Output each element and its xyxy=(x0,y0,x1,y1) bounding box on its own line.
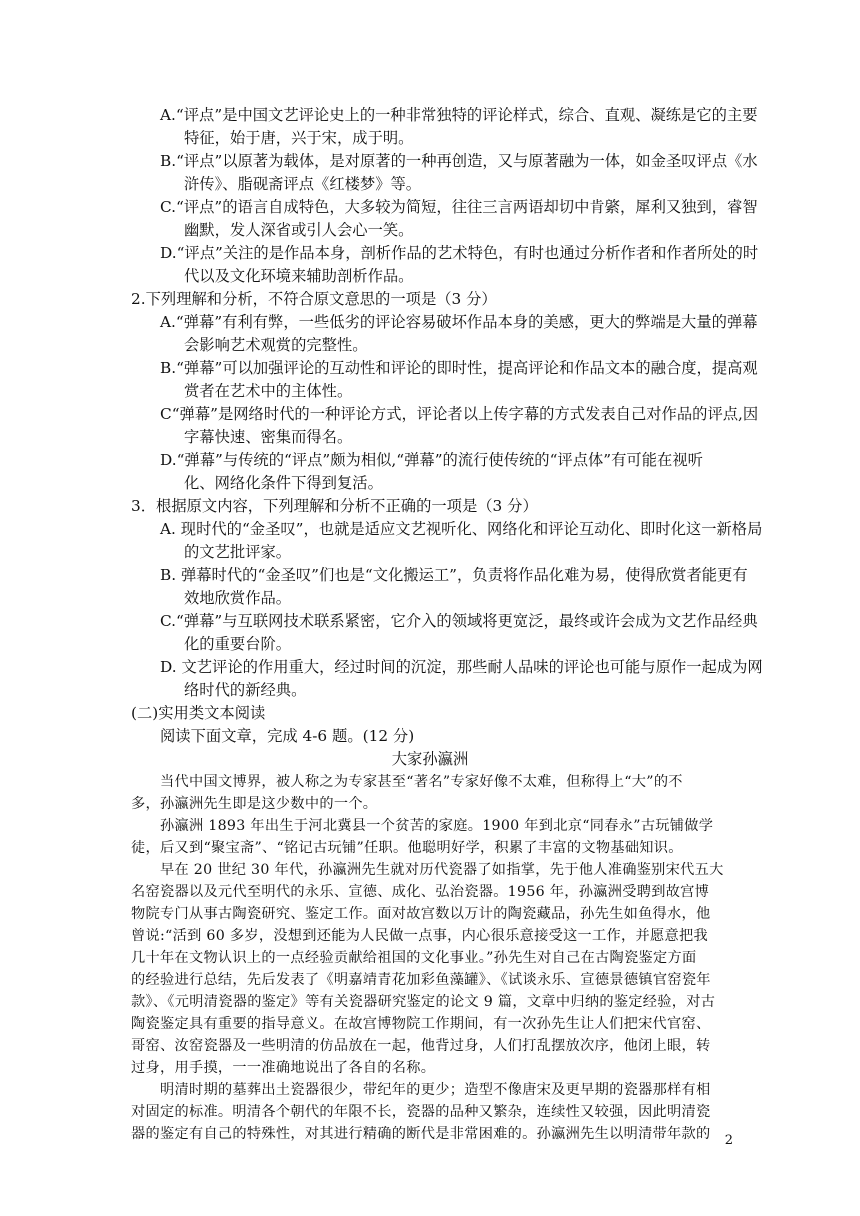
article-line: 早在 20 世纪 30 年代，孙瀛洲先生就对历代瓷器了如指掌，先于他人准确鉴别宋代五大 xyxy=(160,862,724,878)
article-line: 器的鉴定有自己的特殊性，对其进行精确的断代是非常困难的。孙瀛洲先生以明清带年款的 xyxy=(131,1126,711,1142)
article-line: 的经验进行总结，先后发表了《明嘉靖青花加彩鱼藻罐》、《试谈永乐、宣德景德镇官窑瓷年 xyxy=(131,972,711,988)
q2-option-b-line2: 赏者在艺术中的主体性。 xyxy=(184,382,353,400)
q3-option-d-line2: 络时代的新经典。 xyxy=(184,681,307,699)
article-line: 曾说:“活到 60 多岁，没想到还能为人民做一点事，内心很乐意接受这一工作，并愿意把我 xyxy=(131,928,708,944)
article-line: 物院专门从事古陶瓷研究、鉴定工作。面对故宫数以万计的陶瓷藏品，孙先生如鱼得水，他 xyxy=(131,906,711,922)
article-line: 明清时期的墓葬出土瓷器很少，带纪年的更少；造型不像唐宋及更早期的瓷器那样有相 xyxy=(160,1082,711,1098)
article-line: 哥窑、汝窑瓷器及一些明清的仿品放在一起，他背过身，人们打乱摆放次序，他闭上眼，转 xyxy=(131,1038,711,1054)
article-line: 款》、《元明清瓷器的鉴定》等有关瓷器研究鉴定的论文 9 篇，文章中归纳的鉴定经验，对古 xyxy=(131,994,716,1010)
q3-option-c-line2: 化的重要台阶。 xyxy=(184,635,292,653)
article-line: 几十年在文物认识上的一点经验贡献给祖国的文化事业。”孙先生对自己在古陶瓷鉴定方面 xyxy=(131,950,697,966)
section-heading: (二)实用类文本阅读 xyxy=(131,704,266,722)
q1-option-b-line2: 浒传》、脂砚斋评点《红楼梦》等。 xyxy=(184,175,422,193)
q3-option-b-line1: B. 弹幕时代的“金圣叹”们也是“文化搬运工”，负责将作品化难为易，使得欣赏者能更有 xyxy=(160,566,748,584)
q1-option-a-line2: 特征，始于唐，兴于宋，成于明。 xyxy=(184,129,414,147)
q1-option-a-line1: A.“评点”是中国文艺评论史上的一种非常独特的评论样式，综合、直观、凝练是它的主要 xyxy=(160,106,758,124)
q1-option-c-line2: 幽默，发人深省或引人会心一笑。 xyxy=(184,221,414,239)
page-number: 2 xyxy=(724,1133,733,1148)
q3-option-a-line1: A. 现时代的“金圣叹”，也就是适应文艺视听化、网络化和评论互动化、即时化这一新格局 xyxy=(160,520,763,538)
article-line: 陶瓷鉴定具有重要的指导意义。在故宫博物院工作期间，有一次孙先生让人们把宋代官窑、 xyxy=(131,1016,711,1032)
q2-option-c-line2: 字幕快速、密集而得名。 xyxy=(184,428,353,446)
article-line: 多，孙瀛洲先生即是这少数中的一个。 xyxy=(131,796,378,812)
q1-option-d-line1: D.“评点”关注的是作品本身，剖析作品的艺术特色，有时也通过分析作者和作者所处的时 xyxy=(160,244,759,262)
q2-option-d-line2: 化、网络化条件下得到复活。 xyxy=(184,474,383,492)
q2-option-a-line1: A.“弹幕”有利有弊，一些低劣的评论容易破坏作品本身的美感，更大的弊端是大量的弹幕 xyxy=(160,313,758,331)
article-line: 当代中国文博界，被人称之为专家甚至“著名”专家好像不太难，但称得上“大”的不 xyxy=(160,774,683,790)
q3-option-c-line1: C.“弹幕”与互联网技术联系紧密，它介入的领域将更宽泛，最终或许会成为文艺作品经典 xyxy=(160,612,758,630)
article-line: 过身，用手摸，一一准确地说出了各自的名称。 xyxy=(131,1060,436,1076)
q3-option-b-line2: 效地欣赏作品。 xyxy=(184,589,292,607)
q1-option-d-line2: 代以及文化环境来辅助剖析作品。 xyxy=(184,267,414,285)
article-line: 名窑瓷器以及元代至明代的永乐、宣德、成化、弘治瓷器。1956 年，孙瀛洲受聘到故宫博 xyxy=(131,884,710,900)
q2-option-c-line1: C“弹幕”是网络时代的一种评论方式，评论者以上传字幕的方式发表自己对作品的评点,因 xyxy=(160,405,759,423)
q2-stem: 2.下列理解和分析，不符合原文意思的一项是（3 分） xyxy=(131,290,497,308)
article-line: 对固定的标准。明清各个朝代的年限不长，瓷器的品种又繁杂，连续性又较强，因此明清瓷 xyxy=(131,1104,711,1120)
q2-option-a-line2: 会影响艺术观赏的完整性。 xyxy=(184,336,368,354)
section-instruction: 阅读下面文章，完成 4-6 题。(12 分) xyxy=(160,727,415,745)
article-line: 孙瀛洲 1893 年出生于河北冀县一个贫苦的家庭。1900 年到北京“同春永”古玩铺做学 xyxy=(160,818,714,834)
q3-option-d-line1: D. 文艺评论的作用重大，经过时间的沉淀，那些耐人品味的评论也可能与原作一起成为网 xyxy=(160,658,763,676)
article-line: 徒，后又到“聚宝斋”、“铭记古玩铺”任职。他聪明好学，积累了丰富的文物基础知识。 xyxy=(131,840,683,856)
q1-option-b-line1: B.“评点”以原著为载体，是对原著的一种再创造，又与原著融为一体，如金圣叹评点《水 xyxy=(160,152,758,170)
article-title: 大家孙瀛洲 xyxy=(391,750,469,768)
q1-option-c-line1: C.“评点”的语言自成特色，大多较为简短，往往三言两语却切中肯綮，犀利又独到，睿智 xyxy=(160,198,758,216)
q2-option-d-line1: D.“弹幕”与传统的“评点”颇为相似,“弹幕”的流行使传统的“评点体”有可能在视听 xyxy=(160,451,703,469)
q3-option-a-line2: 的文艺批评家。 xyxy=(184,543,292,561)
q2-option-b-line1: B.“弹幕”可以加强评论的互动性和评论的即时性，提高评论和作品文本的融合度，提高观 xyxy=(160,359,758,377)
q3-stem: 3．根据原文内容，下列理解和分析不正确的一项是（3 分） xyxy=(131,497,538,515)
